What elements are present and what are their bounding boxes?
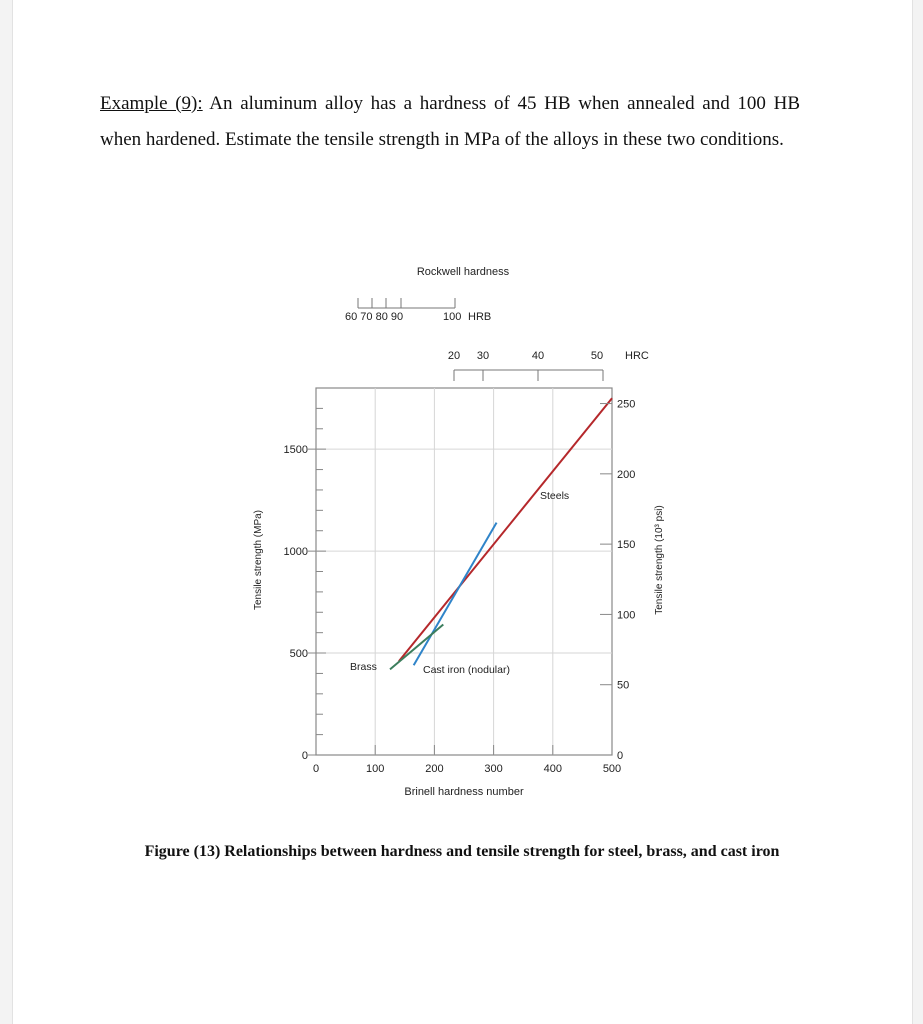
x-tick-label-300: 300: [484, 763, 503, 775]
right-tick-label-0: 0: [617, 750, 624, 762]
hrc-unit: HRC: [625, 350, 649, 362]
x-tick-label-500: 500: [602, 763, 622, 775]
chart-title: Rockwell hardness: [416, 266, 510, 278]
x-axis: [312, 745, 624, 775]
figure-caption: Figure (13) Relationships between hardness and tensile strength for steel, brass, and cast iron: [144, 843, 780, 860]
left-minor-ticks: [316, 388, 323, 735]
series-line-1: [414, 523, 497, 666]
right-tick-label-50: 50: [617, 679, 630, 692]
hrc-tick-label-20: 20: [447, 350, 461, 362]
plot-frame: [316, 388, 612, 755]
hrb-label-100: 100: [443, 311, 462, 323]
y-tick-label-1000: 1000: [283, 546, 308, 559]
hrb-unit: HRB: [468, 311, 492, 323]
annotation-steels: Steels: [540, 490, 570, 502]
y-axis-label-left: Tensile strength (MPa): [253, 509, 264, 611]
right-tick-label-150: 150: [617, 539, 636, 552]
hrb-scale: [358, 298, 455, 308]
series-layer: [390, 398, 612, 669]
y-axis-right: [600, 399, 635, 762]
series-line-2: [390, 625, 443, 670]
hrb-labels: 60 70 80 90: [345, 311, 404, 323]
x-axis-label: Brinell hardness number: [404, 786, 524, 798]
x-tick-label-200: 200: [425, 763, 444, 775]
x-tick-label-400: 400: [543, 763, 562, 775]
x-tick-label-100: 100: [366, 763, 385, 775]
series-line-0: [399, 398, 612, 661]
hrc-tick-label-50: 50: [590, 350, 604, 362]
hrc-scale: [448, 350, 603, 381]
example-label: Example (9):: [100, 93, 203, 114]
right-tick-label-250: 250: [617, 398, 636, 411]
hrc-tick-label-40: 40: [531, 350, 545, 362]
right-tick-label-100: 100: [617, 609, 636, 622]
grid: [316, 388, 612, 755]
annotation-cast-iron: Cast iron (nodular): [423, 664, 510, 676]
y-tick-label-500: 500: [289, 648, 308, 661]
y-axis-label-right: Tensile strength (10³ psi): [654, 505, 665, 615]
y-tick-label-1500: 1500: [283, 444, 308, 457]
y-tick-label-0: 0: [301, 750, 308, 762]
x-tick-label-0: 0: [312, 763, 320, 775]
right-tick-label-200: 200: [617, 468, 636, 481]
hrc-tick-label-30: 30: [476, 350, 490, 362]
example-text: An aluminum alloy has a hardness of 45 HB when annealed and 100 HB when hardened. Estimate the tensile strength in MPa of the alloys in these two conditions.: [100, 93, 800, 150]
annotation-brass: Brass: [350, 661, 377, 673]
